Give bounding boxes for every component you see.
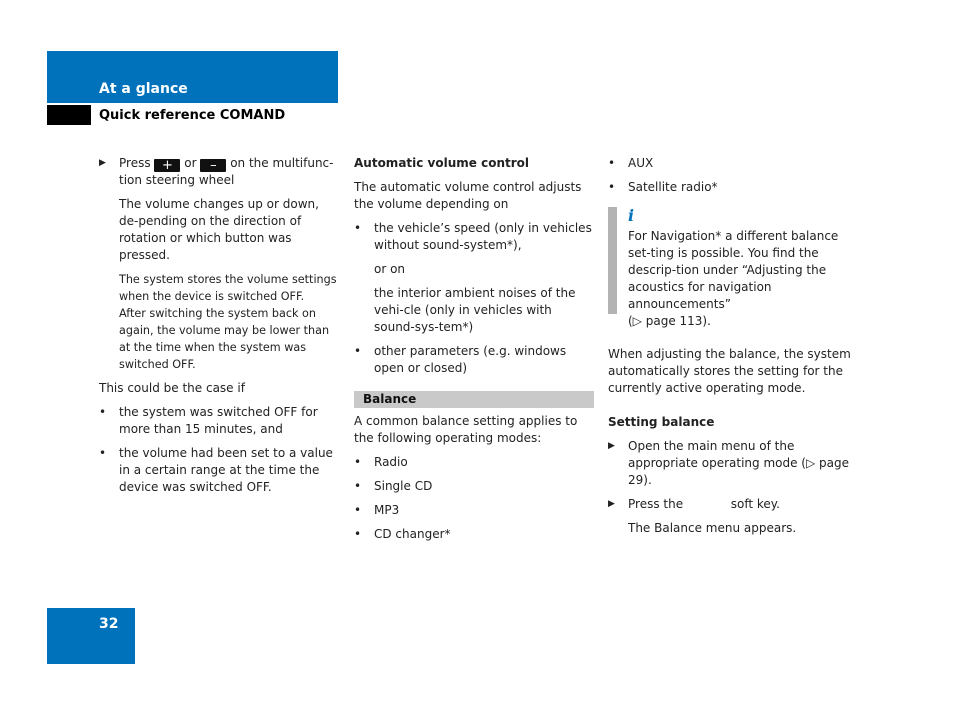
bullet-icon: • (99, 446, 107, 460)
list-item-text: Satellite radio* (628, 180, 718, 194)
plus-key-icon: + (154, 159, 180, 172)
column-2 (354, 155, 594, 550)
list-item (99, 404, 339, 438)
list-item (354, 220, 594, 254)
list-item (608, 155, 851, 172)
list-item (354, 343, 594, 377)
list-item-text: the vehicle’s speed (only in vehicles without sound-system*), (374, 221, 592, 252)
list-item (354, 502, 594, 519)
volume-lower-text: After switching the system back on again, the volume may be lower than at the time when the system was switched OFF. (119, 307, 330, 371)
bullet-icon: • (354, 344, 362, 358)
case-intro-text: This could be the case if (99, 381, 245, 395)
bullet-icon: • (99, 405, 107, 419)
page-subtitle: Quick reference COMAND (99, 108, 286, 123)
list-item-text: MP3 (374, 503, 400, 517)
arrow-marker-icon: ▶ (99, 158, 106, 168)
black-tab (47, 105, 91, 125)
list-item-text: Single CD (374, 479, 433, 493)
arrow-marker-icon: ▶ (608, 499, 615, 509)
arrow-marker-icon: ▶ (608, 441, 615, 451)
list-item (354, 478, 594, 495)
page-number: 32 (99, 616, 119, 632)
step-text: Open the main menu of the appropriate operating mode (▷ page 29). (628, 439, 849, 487)
list-item (99, 445, 339, 496)
auto-volume-intro: The automatic volume control adjusts the volume depending on (354, 180, 582, 211)
press-text: Press (119, 156, 151, 170)
list-item (354, 454, 594, 471)
step-press-softkey (608, 496, 851, 513)
auto-volume-heading: Automatic volume control (354, 156, 530, 170)
list-item-text: Radio (374, 455, 408, 469)
page-number-box (47, 608, 135, 664)
section-title: At a glance (99, 81, 188, 97)
list-item-text: AUX (628, 156, 654, 170)
note-text: For Navigation* a different balance set-ting is possible. You find the descrip-tion under “Adjusting the acoustics for navigation announcements” (628, 229, 839, 311)
balance-store-text: When adjusting the balance, the system automatically stores the setting for the currently active operating mode. (608, 347, 851, 395)
step-open-menu (608, 438, 851, 489)
bullet-icon: • (608, 180, 616, 194)
bullet-icon: • (354, 503, 362, 517)
bullet-icon: • (354, 455, 362, 469)
list-item (354, 526, 594, 543)
list-item-text: the system was switched OFF for more than 15 minutes, and (119, 405, 318, 436)
instruction-press-keys (99, 155, 339, 189)
bullet-icon: • (608, 156, 616, 170)
bullet-icon: • (354, 479, 362, 493)
list-item (608, 179, 851, 196)
column-1 (99, 155, 339, 503)
list-item-text: CD changer* (374, 527, 451, 541)
balance-heading: Balance (354, 391, 594, 408)
step-text-cont: soft key. (730, 497, 780, 511)
volume-change-text: The volume changes up or down, de-pending on the direction of rotation or which button was pressed. (119, 197, 319, 262)
header-bar (47, 51, 338, 103)
note-bar (608, 207, 617, 314)
balance-intro: A common balance setting applies to the following operating modes: (354, 414, 578, 445)
info-note (608, 207, 851, 330)
press-text-cont: on the multifunc-tion steering wheel (119, 156, 334, 187)
info-icon: i (628, 206, 635, 225)
result-text: The Balance menu appears. (628, 521, 797, 535)
volume-store-text: The system stores the volume settings when the device is switched OFF. (119, 273, 337, 303)
or-on-text: or on (374, 262, 406, 276)
note-page-ref: (▷ page 113). (628, 314, 711, 328)
column-3 (608, 155, 851, 544)
setting-balance-heading: Setting balance (608, 415, 715, 429)
step-text: Press the (628, 497, 684, 511)
ambient-noise-text: the interior ambient noises of the vehi-cle (only in vehicles with sound-sys-tem*) (374, 286, 576, 334)
minus-key-icon: – (200, 159, 226, 172)
list-item-text: the volume had been set to a value in a certain range at the time the device was switched OFF. (119, 446, 333, 494)
list-item-text: other parameters (e.g. windows open or closed) (374, 344, 567, 375)
bullet-icon: • (354, 221, 362, 235)
or-text: or (184, 156, 197, 170)
bullet-icon: • (354, 527, 362, 541)
